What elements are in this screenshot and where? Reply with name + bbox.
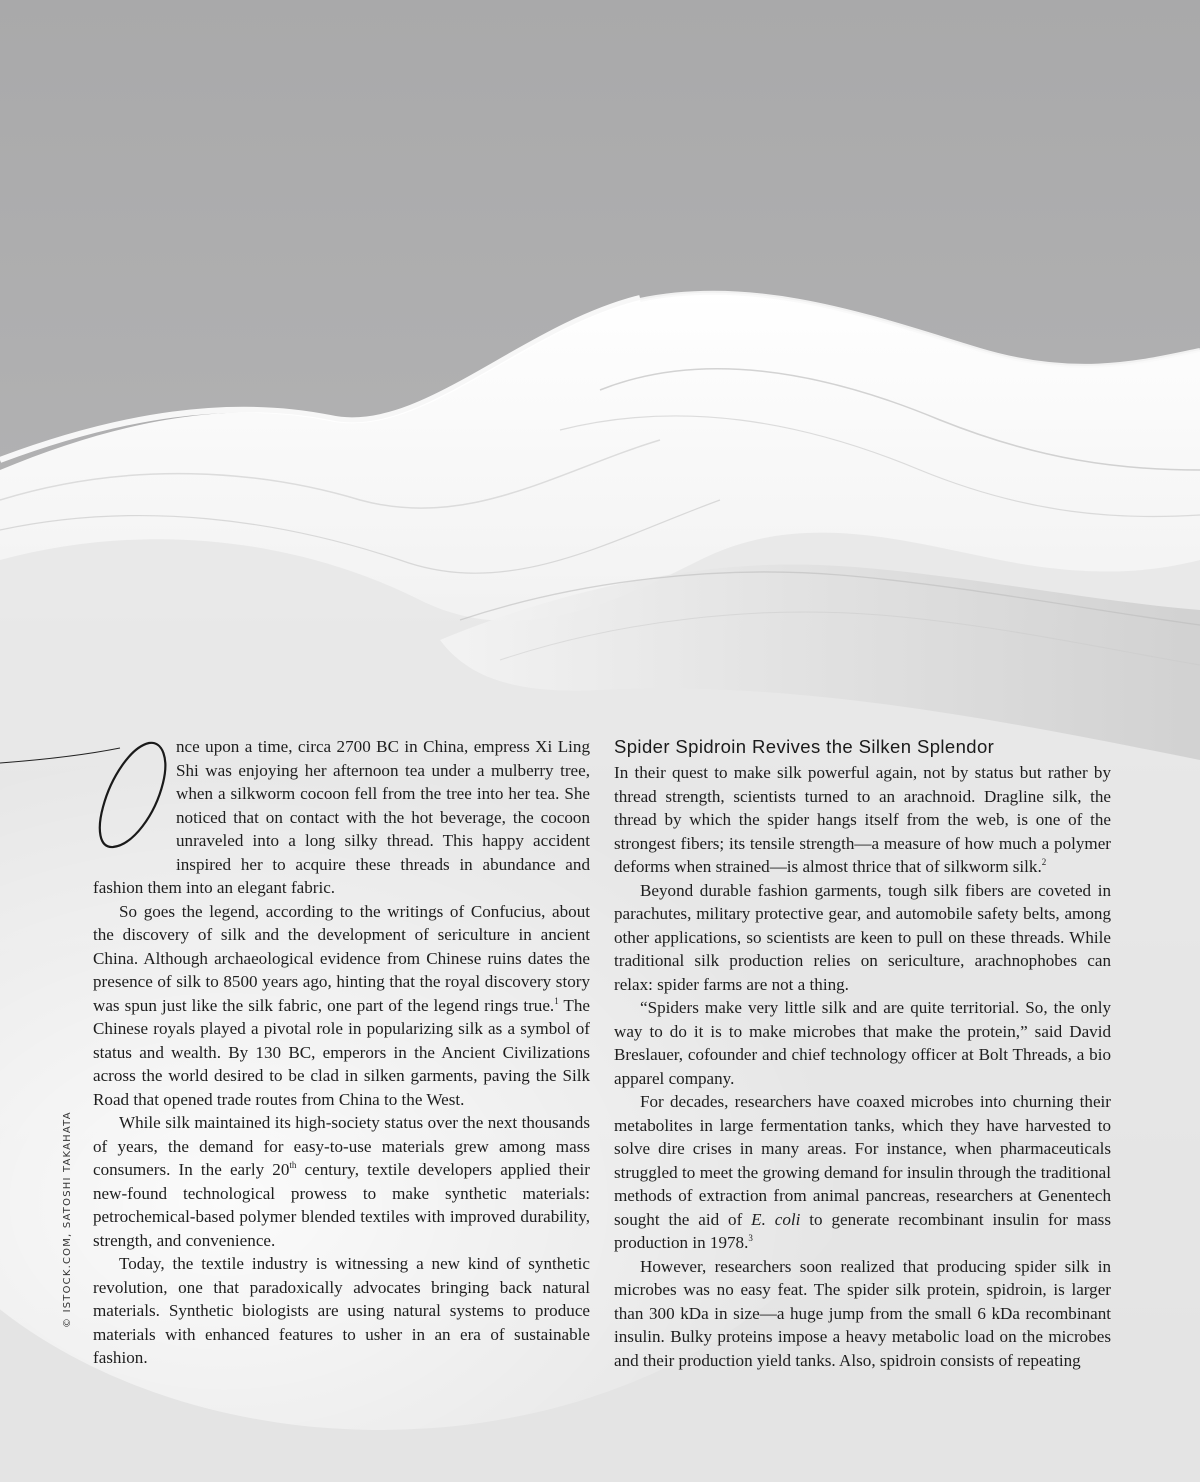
article-paragraph [93, 900, 590, 1112]
paragraph-text: Today, the textile industry is witnessing a new kind of synthetic revolution, one that paradoxically advocates bringing back natural materials. Synthetic biologists are using natural systems to produce materials with enhanced features to usher in an era of sustainable fashion. [93, 1254, 590, 1367]
reference-number: 3 [748, 1233, 753, 1243]
article-paragraph [614, 879, 1111, 997]
article-paragraph [93, 735, 590, 900]
ordinal-suffix: th [289, 1160, 297, 1170]
photo-credit: © ISTOCK.COM, SATOSHI TAKAHATA [62, 1111, 73, 1328]
reference-number: 1 [554, 995, 559, 1006]
paragraph-text: While silk maintained its high-society status over the next thousands of years, the demand for easy-to-use materials grew among mass consumers. In the early 20 [93, 1113, 590, 1179]
drop-cap-letter-o [93, 737, 173, 853]
article-right-column [614, 735, 1111, 1372]
paragraph-text: So goes the legend, according to the writings of Confucius, about the discovery of silk and the development of sericulture in ancient China. Although archaeological evidence from Chinese ruins dates the presence of silk to 8500 years ago, hinting that the royal discovery story was spun just like the silk fabric, one part of the legend rings true. [93, 901, 590, 1015]
species-name: E. coli [751, 1209, 801, 1229]
paragraph-text: Beyond durable fashion garments, tough silk fibers are coveted in parachutes, military protective gear, and automobile safety belts, among other applications, so scientists are keen to pull on these threads. While traditional silk production relies on sericulture, arachnophobes can relax: spider farms are not a thing. [614, 880, 1111, 994]
paragraph-text: However, researchers soon realized that producing spider silk in microbes was no easy feat. The spider silk protein, spidroin, is larger than 300 kDa in size—a huge jump from the small 6 kDa recombinant insulin. Bulky proteins impose a heavy metabolic load on the microbes and their production yield tanks. Also, spidroin consists of repeating [614, 1256, 1111, 1370]
article-paragraph [93, 1111, 590, 1252]
section-heading: Spider Spidroin Revives the Silken Splendor [614, 736, 995, 757]
paragraph-text: century, textile developers applied their new-found technological prowess to make synthetic materials: petrochemical-based polymer blended textiles with improved durability, strength, and convenience. [93, 1160, 590, 1250]
paragraph-text: The Chinese royals played a pivotal role in popularizing silk as a symbol of status and wealth. By 130 BC, emperors in the Ancient Civilizations across the world desired to be clad in silken garments, paving the Silk Road that opened trade routes from China to the West. [93, 995, 590, 1109]
reference-number: 2 [1041, 857, 1047, 867]
article-paragraph [614, 761, 1111, 879]
article-paragraph [614, 1090, 1111, 1255]
article-paragraph [93, 1252, 590, 1370]
article-paragraph [614, 1255, 1111, 1373]
paragraph-text: For decades, researchers have coaxed microbes into churning their metabolites in large fermentation tanks, which they have harvested to solve dire crises in many areas. For instance, when pharmaceuticals struggled to meet the growing demand for insulin through the traditional methods of extraction from animal pancreas, researchers at Genentech sought the aid of [614, 1092, 1111, 1229]
article-left-column [93, 735, 590, 1370]
paragraph-text: nce upon a time, circa 2700 BC in China, empress Xi Ling Shi was enjoying her afternoon tea under a mulberry tree, when a silkworm cocoon fell from the tree into her tea. She noticed that on contact with the hot beverage, the cocoon unraveled into a long silky thread. This happy accident inspired her to acquire these threads in abundance and fashion them into an elegant fabric. [93, 737, 590, 897]
paragraph-text: In their quest to make silk powerful again, not by status but rather by thread strength, scientists turned to an arachnoid. Dragline silk, the thread by which the spider hangs itself from the web, is one of the strongest fibers; its tensile strength—a measure of how much a polymer deforms when strained—is almost thrice that of silkworm silk. [614, 763, 1111, 876]
paragraph-text: to generate recombinant insulin for mass production in 1978. [614, 1209, 1111, 1252]
paragraph-text: “Spiders make very little silk and are quite territorial. So, the only way to do it is to make microbes that make the protein,” said David Breslauer, cofounder and chief technology officer at Bolt Threads, a bio apparel company. [614, 998, 1111, 1088]
article-paragraph [614, 996, 1111, 1090]
drop-cap [93, 737, 173, 853]
